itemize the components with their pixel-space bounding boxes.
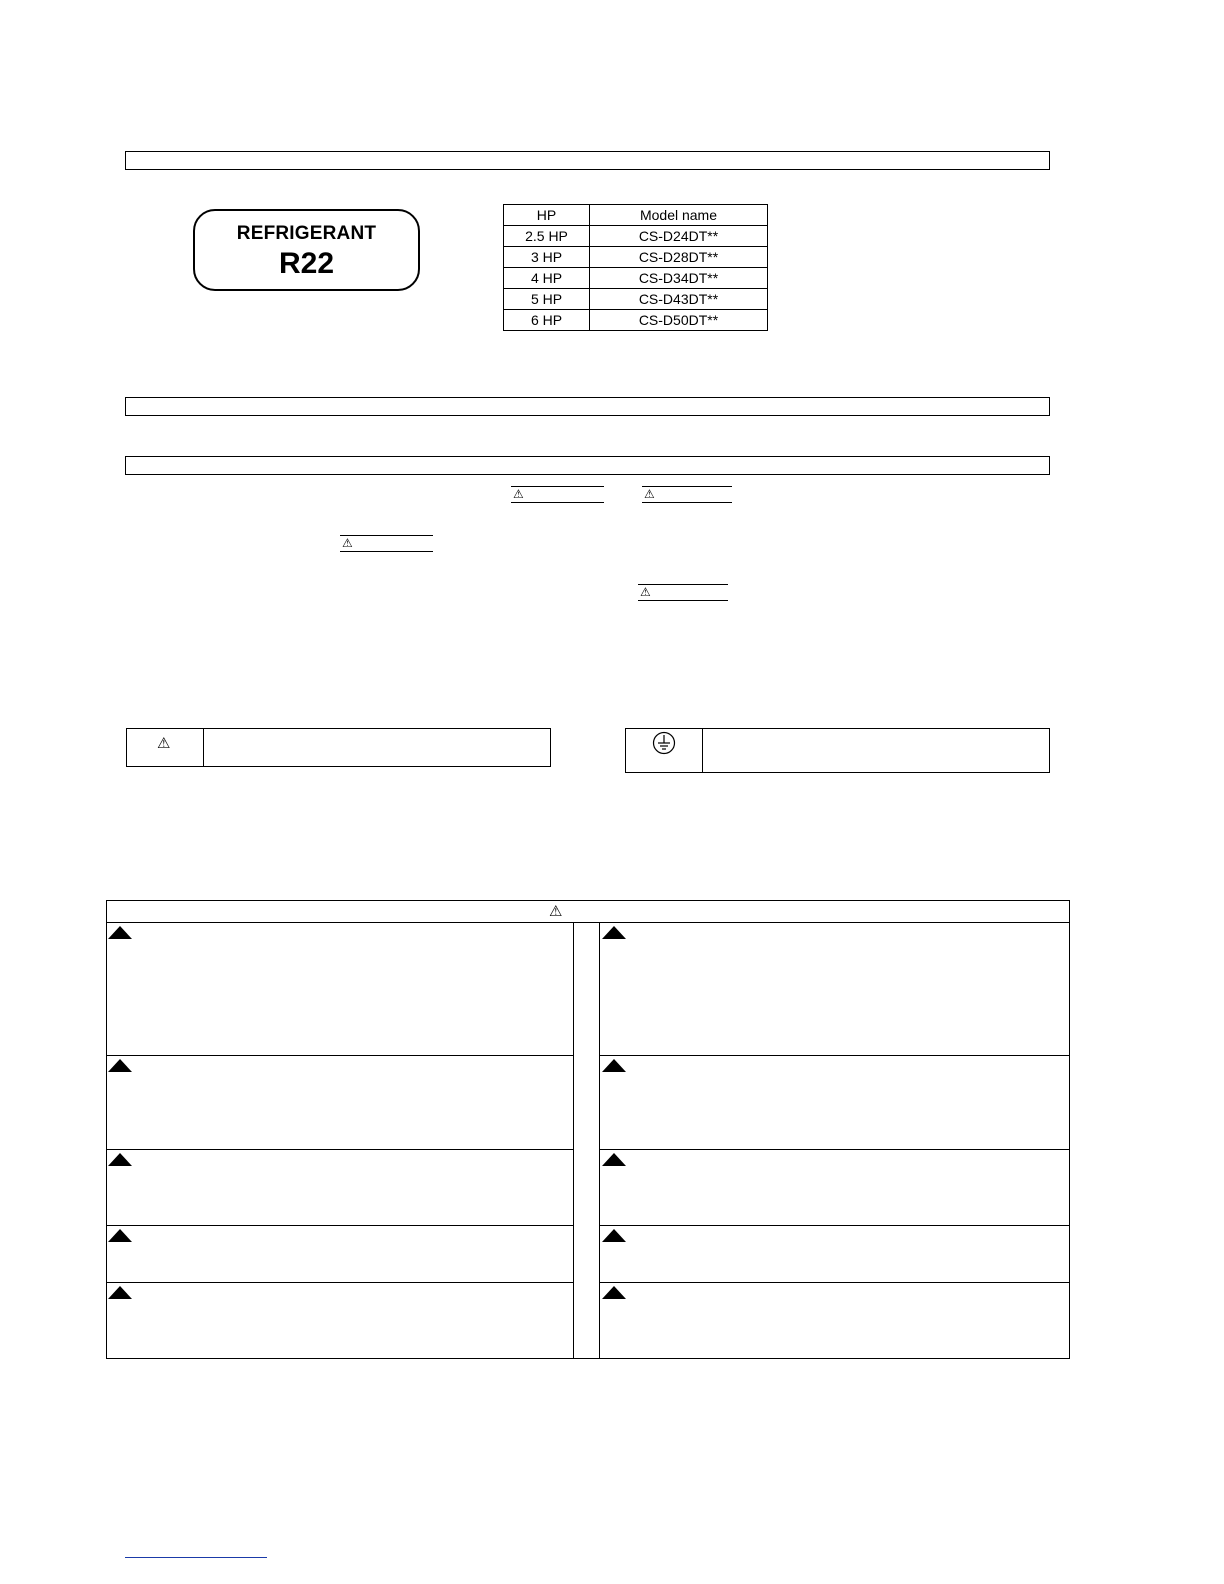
grid-line (599, 1282, 1069, 1283)
filled-triangle-icon (602, 1059, 626, 1072)
refrigerant-label-title: REFRIGERANT (236, 223, 377, 244)
filled-triangle-icon (108, 1286, 132, 1299)
grid-line (599, 1149, 1069, 1150)
grid-line (599, 922, 600, 1359)
warning-grid (106, 900, 1070, 1359)
table-row (504, 247, 768, 268)
filled-triangle-icon (108, 1153, 132, 1166)
table-cell-hp: 6 HP (504, 310, 590, 331)
warning-triangle-icon: ⚠ (157, 735, 171, 752)
caution-mark-2 (638, 584, 728, 601)
filled-triangle-icon (602, 1153, 626, 1166)
table-header-row (504, 205, 768, 226)
table-header-hp: HP (504, 205, 590, 226)
table-cell-hp: 4 HP (504, 268, 590, 289)
table-row (504, 268, 768, 289)
grid-line (599, 1055, 1069, 1056)
refrigerant-label (193, 209, 420, 291)
warning-mark-1 (511, 486, 604, 503)
table-cell-model: CS-D43DT** (590, 289, 768, 310)
warning-symbol-cell (127, 729, 204, 766)
grid-line (107, 1225, 573, 1226)
grid-line (107, 1149, 573, 1150)
table-row (504, 289, 768, 310)
table-cell-model: CS-D28DT** (590, 247, 768, 268)
ground-symbol-cell (626, 729, 703, 772)
filled-triangle-icon (108, 1229, 132, 1242)
table-cell-model: CS-D50DT** (590, 310, 768, 331)
warning-triangle-icon: ⚠ (549, 903, 563, 920)
caution-mark-1 (642, 486, 732, 503)
filled-triangle-icon (602, 1286, 626, 1299)
filled-triangle-icon (108, 1059, 132, 1072)
table-header-model: Model name (590, 205, 768, 226)
filled-triangle-icon (108, 926, 132, 939)
warning-symbol-box (126, 728, 551, 767)
refrigerant-label-type: R22 (278, 247, 335, 280)
ground-symbol-box (625, 728, 1050, 773)
warning-triangle-icon: ⚠ (342, 536, 353, 550)
table-cell-hp: 3 HP (504, 247, 590, 268)
table-row (504, 310, 768, 331)
grid-line (599, 1225, 1069, 1226)
warning-triangle-icon: ⚠ (640, 585, 651, 599)
warning-triangle-icon: ⚠ (513, 487, 524, 501)
table-cell-hp: 2.5 HP (504, 226, 590, 247)
filled-triangle-icon (602, 926, 626, 939)
table-cell-model: CS-D34DT** (590, 268, 768, 289)
warning-triangle-icon: ⚠ (644, 487, 655, 501)
table-cell-model: CS-D24DT** (590, 226, 768, 247)
grid-line (107, 1055, 573, 1056)
table-row (504, 226, 768, 247)
grid-line (107, 1282, 573, 1283)
filled-triangle-icon (602, 1229, 626, 1242)
section-header-bar-1 (125, 151, 1050, 170)
section-header-bar-3 (125, 456, 1050, 475)
warning-mark-2 (340, 535, 433, 552)
grid-line (573, 922, 574, 1359)
section-header-bar-2 (125, 397, 1050, 416)
footer-link[interactable] (125, 1557, 267, 1558)
ground-symbol-icon (652, 731, 676, 755)
table-cell-hp: 5 HP (504, 289, 590, 310)
grid-line (107, 922, 1069, 923)
model-table (503, 204, 768, 331)
